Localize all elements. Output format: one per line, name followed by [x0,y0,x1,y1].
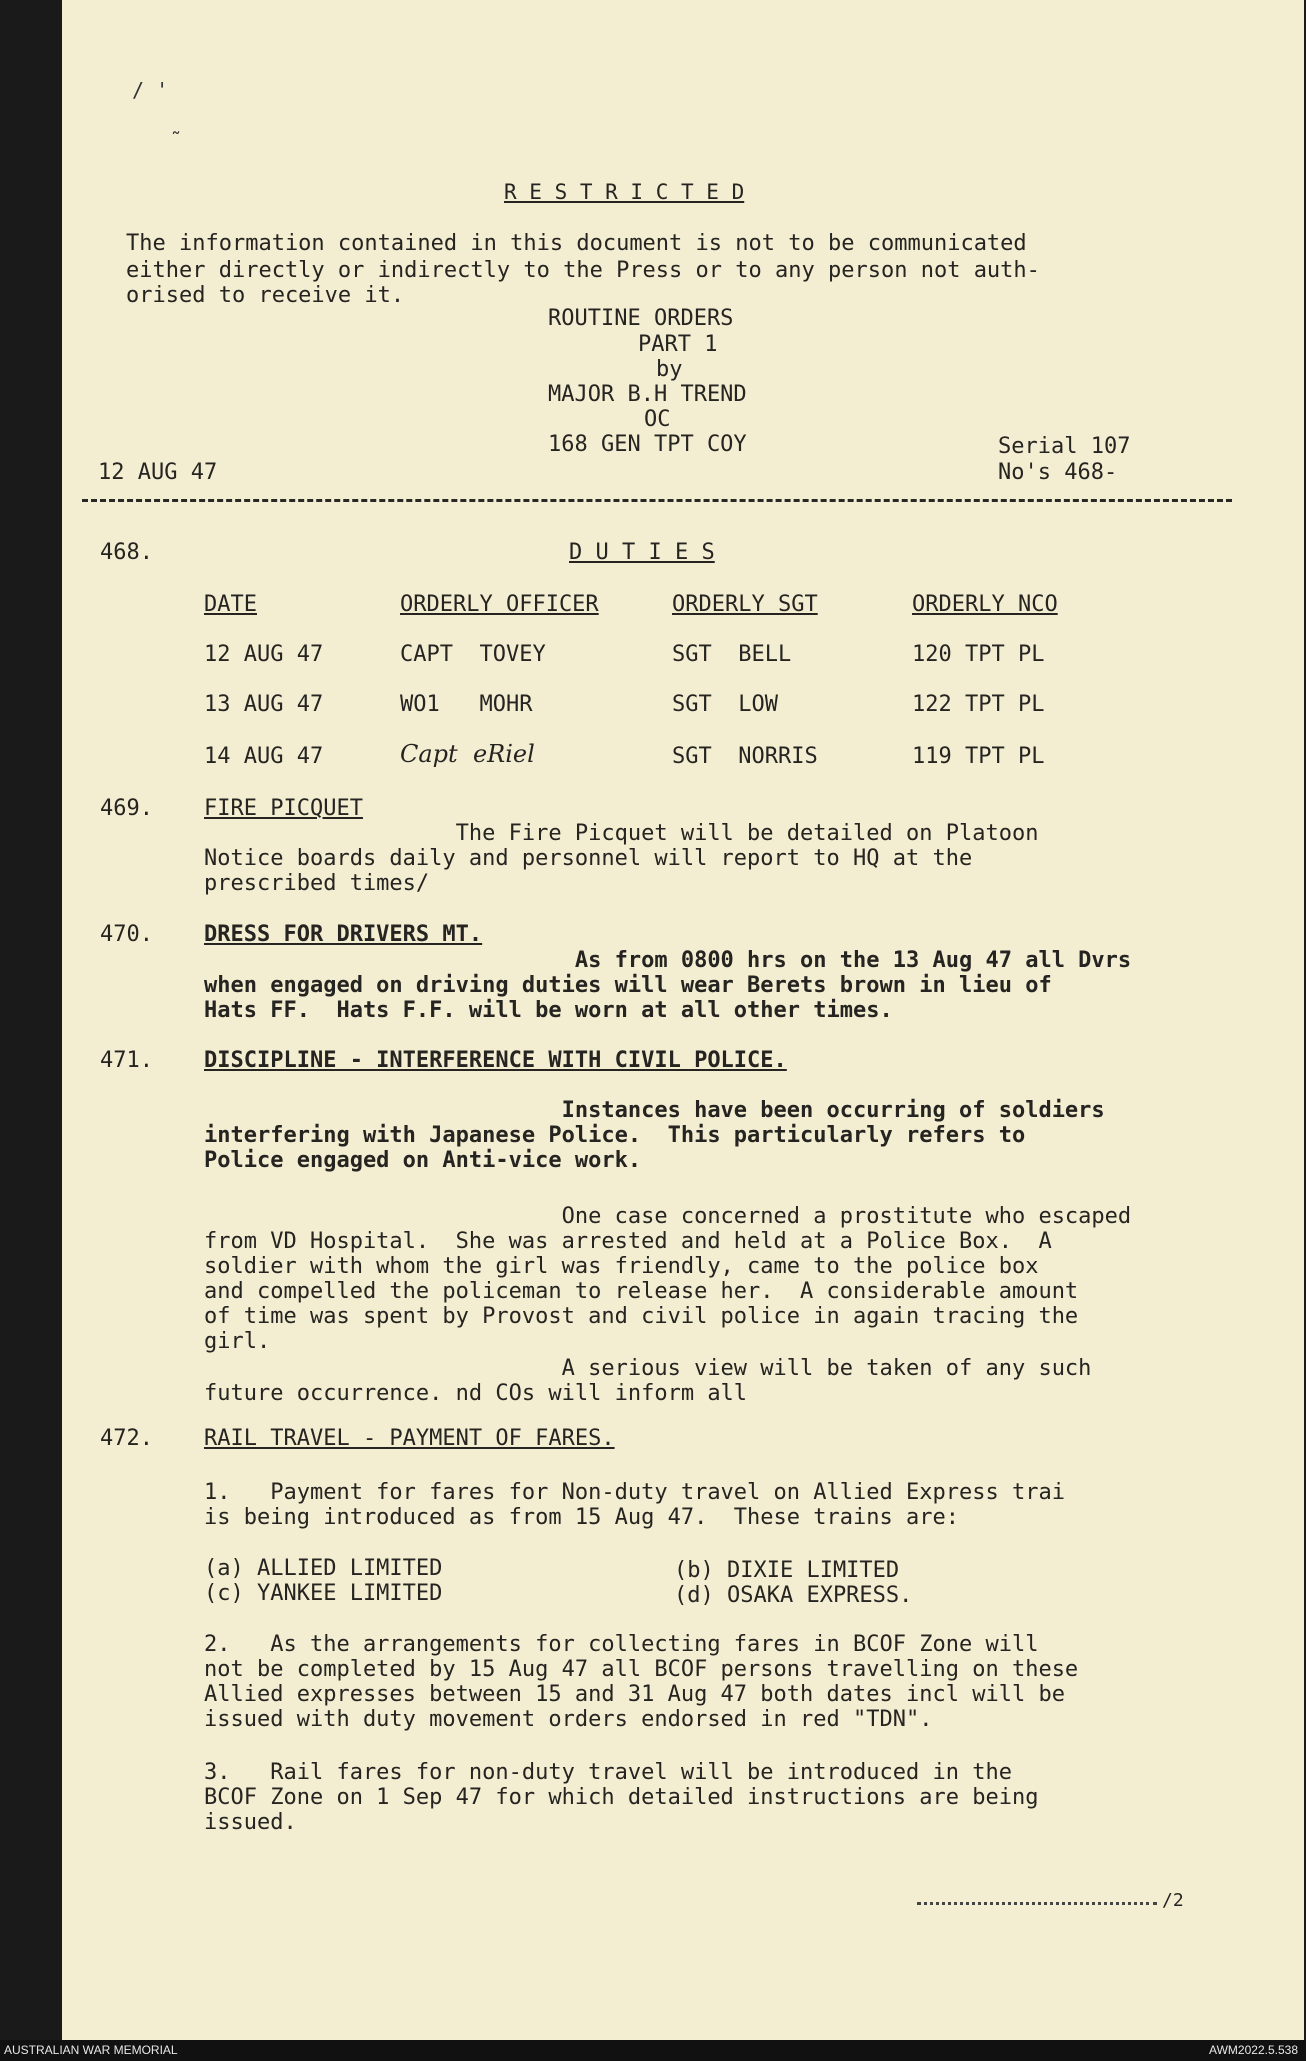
column-header-orderly-sgt: ORDERLY SGT [672,592,818,617]
train-item: (c) YANKEE LIMITED [204,1581,443,1606]
paragraph-line: Notice boards daily and personnel will report to HQ at the [204,846,973,871]
title-line: OC [644,407,671,432]
cell-nco: 119 TPT PL [912,744,1045,769]
paragraph-line: girl. [204,1329,271,1354]
cell-officer: WO1 MOHR [400,692,533,717]
title-line: MAJOR B.H TREND [548,382,747,407]
cell-date: 14 AUG 47 [204,744,324,769]
column-header-orderly-officer: ORDERLY OFFICER [400,592,599,617]
dashed-divider [82,499,1232,502]
pen-mark: / ' [132,78,169,102]
paragraph-line: BCOF Zone on 1 Sep 47 for which detailed instructions are being [204,1785,1039,1810]
paragraph-line: soldier with whom the girl was friendly, came to the police box [204,1254,1039,1279]
duties-heading: D U T I E S [569,540,715,565]
cell-nco: 122 TPT PL [912,692,1045,717]
paragraph-line: The Fire Picquet will be detailed on Platoon [204,821,1039,846]
cell-officer-handwritten: Capt eRiel [400,740,535,768]
paragraph-line: Police engaged on Anti-vice work. [204,1148,642,1173]
order-number: 469. [100,796,153,821]
paragraph-line: One case concerned a prostitute who escaped [204,1204,1132,1229]
paragraph-line: As from 0800 hrs on the 13 Aug 47 all Dvrs [204,948,1132,973]
cell-date: 13 AUG 47 [204,692,324,717]
serial-number: Serial 107 [998,434,1131,459]
paragraph-line: prescribed times/ [204,871,430,896]
archive-footer [0,2040,1306,2061]
order-number: 468. [100,540,153,565]
order-number: 472. [100,1426,153,1451]
notice-line: The information contained in this document is not to be communicated [126,231,1027,256]
paragraph-line: A serious view will be taken of any such [204,1356,1092,1381]
paragraph-line: Instances have been occurring of soldiers [204,1098,1105,1123]
title-line: by [656,357,683,382]
paragraph-line: 1. Payment for fares for Non-duty travel on Allied Express trai [204,1480,1065,1505]
page-continuation-mark: /2 [1162,1890,1184,1911]
paragraph-line: of time was spent by Provost and civil police in again tracing the [204,1304,1079,1329]
column-header-orderly-nco: ORDERLY NCO [912,592,1058,617]
paragraph-line: issued with duty movement orders endorsed in red "TDN". [204,1707,933,1732]
title-line: 168 GEN TPT COY [548,432,747,457]
train-item: (b) DIXIE LIMITED [674,1558,900,1583]
order-date: 12 AUG 47 [98,460,218,485]
cell-sgt: SGT NORRIS [672,744,818,769]
order-numbers: No's 468- [998,460,1118,485]
section-heading: DISCIPLINE - INTERFERENCE WITH CIVIL POLICE. [204,1048,787,1073]
title-line: ROUTINE ORDERS [548,306,734,331]
title-line: PART 1 [638,332,718,357]
paragraph-line: Hats FF. Hats F.F. will be worn at all other times. [204,998,893,1023]
continuation-dots [917,1902,1157,1905]
notice-line: either directly or indirectly to the Press or to any person not auth- [126,258,1040,283]
section-heading: RAIL TRAVEL - PAYMENT OF FARES. [204,1426,615,1451]
cell-nco: 120 TPT PL [912,642,1045,667]
column-header-date: DATE [204,592,257,617]
cell-sgt: SGT LOW [672,692,778,717]
footer-right: AWM2022.5.538 [1209,2043,1298,2057]
cell-sgt: SGT BELL [672,642,792,667]
paragraph-line: when engaged on driving duties will wear Berets brown in lieu of [204,973,1052,998]
pen-mark: ˜ [170,128,183,152]
section-heading: DRESS FOR DRIVERS MT. [204,922,483,947]
paragraph-line: is being introduced as from 15 Aug 47. These trains are: [204,1505,959,1530]
train-item: (a) ALLIED LIMITED [204,1556,443,1581]
paragraph-line: 2. As the arrangements for collecting fares in BCOF Zone will [204,1632,1039,1657]
section-heading: FIRE PICQUET [204,796,363,821]
paragraph-line: Allied expresses between 15 and 31 Aug 47 both dates incl will be [204,1682,1065,1707]
paragraph-line: issued. [204,1810,297,1835]
paragraph-line: future occurrence. nd COs will inform all [204,1381,748,1406]
paragraph-line: interfering with Japanese Police. This particularly refers to [204,1123,1026,1148]
restricted-heading: R E S T R I C T E D [504,180,745,204]
paragraph-line: 3. Rail fares for non-duty travel will be introduced in the [204,1760,1012,1785]
order-number: 470. [100,922,153,947]
cell-officer: CAPT TOVEY [400,642,546,667]
document-page [62,0,1304,2040]
cell-date: 12 AUG 47 [204,642,324,667]
train-item: (d) OSAKA EXPRESS. [674,1583,913,1608]
notice-line: orised to receive it. [126,283,405,308]
paragraph-line: from VD Hospital. She was arrested and held at a Police Box. A [204,1229,1052,1254]
order-number: 471. [100,1048,153,1073]
footer-left: AUSTRALIAN WAR MEMORIAL [4,2043,178,2057]
paragraph-line: not be completed by 15 Aug 47 all BCOF persons travelling on these [204,1657,1079,1682]
paragraph-line: and compelled the policeman to release her. A considerable amount [204,1279,1079,1304]
